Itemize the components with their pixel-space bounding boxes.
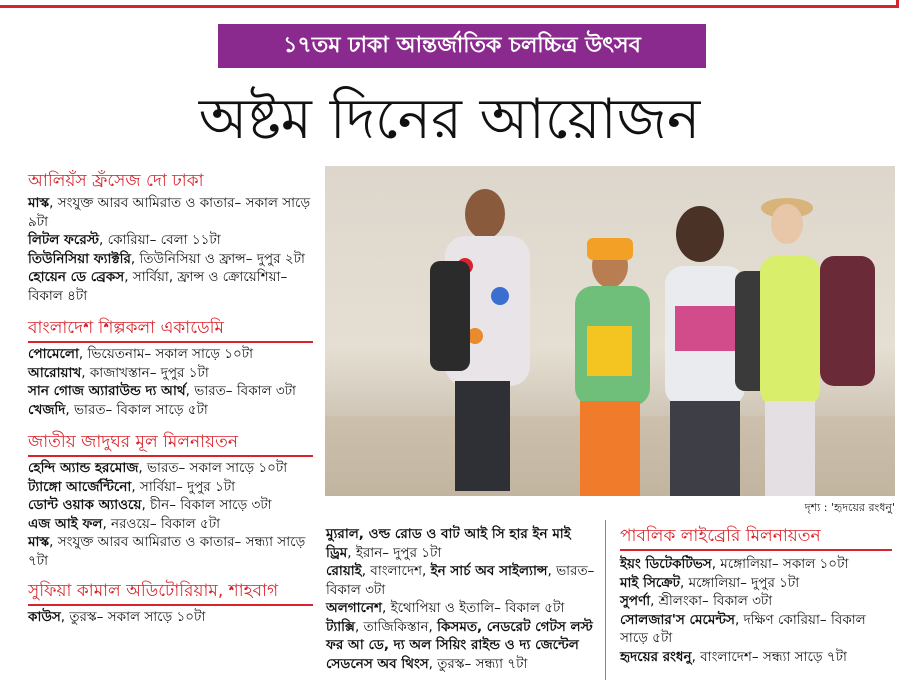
- venue-heading: বাংলাদেশ শিল্পকলা একাডেমি: [28, 317, 313, 343]
- listing-item: রোয়াই, বাংলাদেশ, ইন সার্চ অব সাইল্যান্স, ভারত– বিকাল ৩টা: [326, 563, 595, 598]
- left-column: [28, 170, 313, 627]
- middle-column: [326, 525, 598, 673]
- listing-item: সান গোজ অ্যারাউন্ড দ্য আর্থ, ভারত– বিকাল ৩টা: [28, 383, 296, 399]
- venue-heading: জাতীয় জাদুঘর মূল মিলনায়তন: [28, 431, 313, 457]
- listing-item: মাস্ক, সংযুক্ত আরব আমিরাত ও কাতার– সকাল সাড়ে ৯টা: [28, 195, 311, 230]
- listing-item: হৃদয়ের রংধনু, বাংলাদেশ– সন্ধ্যা সাড়ে ৭টা: [620, 648, 847, 665]
- listing-item: সুপর্ণা, শ্রীলংকা– বিকাল ৩টা: [620, 593, 773, 609]
- listing-item: ইয়ং ডিটেকটিভস, মঙ্গোলিয়া– সকাল ১০টা: [620, 556, 849, 572]
- listing-item: অলগানেশ, ইথোপিয়া ও ইতালি– বিকাল ৫টা: [326, 600, 565, 616]
- listing-item: হেন্দি অ্যান্ড হরমোজ, ভারত– সকাল সাড়ে ১০টা: [28, 460, 288, 476]
- page-headline: অষ্টম দিনের আয়োজন: [198, 87, 701, 152]
- photo-caption: দৃশ্য : 'হৃদয়ের রংধনু': [804, 501, 895, 514]
- festival-banner: [218, 24, 706, 68]
- listing-item: ডোন্ট ওয়াক অ্যাওয়ে, চীন– বিকাল সাড়ে ৩টা: [28, 497, 272, 513]
- listing-item: ট্যাক্সি, তাজিকিস্তান, কিসমত, নেডরেট গেটস লস্ট ফর আ ডে, দ্য অল সিয়িং রাইন্ড ও দ্য জেন্টেল সেডনেস অব থিংস, তুরস্ক– সন্ধ্যা ৭টা: [326, 618, 593, 672]
- column-divider: [605, 520, 606, 680]
- listing-item: সোলজার'স মেমেন্টস, দক্ষিণ কোরিয়া– বিকাল সাড়ে ৫টা: [620, 611, 866, 646]
- listing-item: লিটল ফরেস্ট, কোরিয়া– বেলা ১১টা: [28, 232, 221, 248]
- right-column: [620, 525, 892, 666]
- listing-item: ম্যুরাল, ওল্ড রোড ও বাট আই সি হার ইন মাই ড্রিম, ইরান– দুপুর ১টা: [326, 526, 571, 561]
- listing-item: খেজদি, ভারত– বিকাল সাড়ে ৫টা: [28, 401, 208, 418]
- listing-item: মাই সিক্রেট, মঙ্গোলিয়া– দুপুর ১টা: [620, 574, 800, 591]
- venue-heading: সুফিয়া কামাল অডিটোরিয়াম, শাহবাগ: [28, 580, 313, 606]
- film-still-photo: [325, 166, 895, 496]
- venue-heading: আলিয়ঁস ফ্রঁসেজ দো ঢাকা: [28, 171, 204, 191]
- listing-item: এজ আই ফল, নরওয়ে– বিকাল ৫টা: [28, 515, 220, 532]
- listing-item: তিউনিসিয়া ফ্যাক্টরি, তিউনিসিয়া ও ফ্রান্স– দুপুর ২টা: [28, 250, 305, 267]
- listing-item: কাউস, তুরস্ক– সকাল সাড়ে ১০টা: [28, 609, 206, 625]
- listing-item: আরোয়াখ, কাজাখস্তান– দুপুর ১টা: [28, 364, 209, 381]
- listing-item: পোমেলো, ভিয়েতনাম– সকাল সাড়ে ১০টা: [28, 346, 254, 362]
- banner-text: ১৭তম ঢাকা আন্তর্জাতিক চলচ্চিত্র উৎসব: [283, 32, 641, 58]
- listing-item: ট্যাঙ্গো আর্জেন্টিনো, সার্বিয়া– দুপুর ১টা: [28, 478, 236, 495]
- listing-item: মাস্ক, সংযুক্ত আরব আমিরাত ও কাতার– সন্ধ্যা সাড়ে ৭টা: [28, 534, 306, 569]
- top-border: [0, 0, 899, 8]
- film-still-illustration: [325, 166, 895, 496]
- listing-item: হোয়েন ডে ব্রেকস, সার্বিয়া, ফ্রান্স ও ক্রোয়েশিয়া– বিকাল ৪টা: [28, 269, 288, 304]
- venue-heading: পাবলিক লাইব্রেরি মিলনায়তন: [620, 525, 892, 551]
